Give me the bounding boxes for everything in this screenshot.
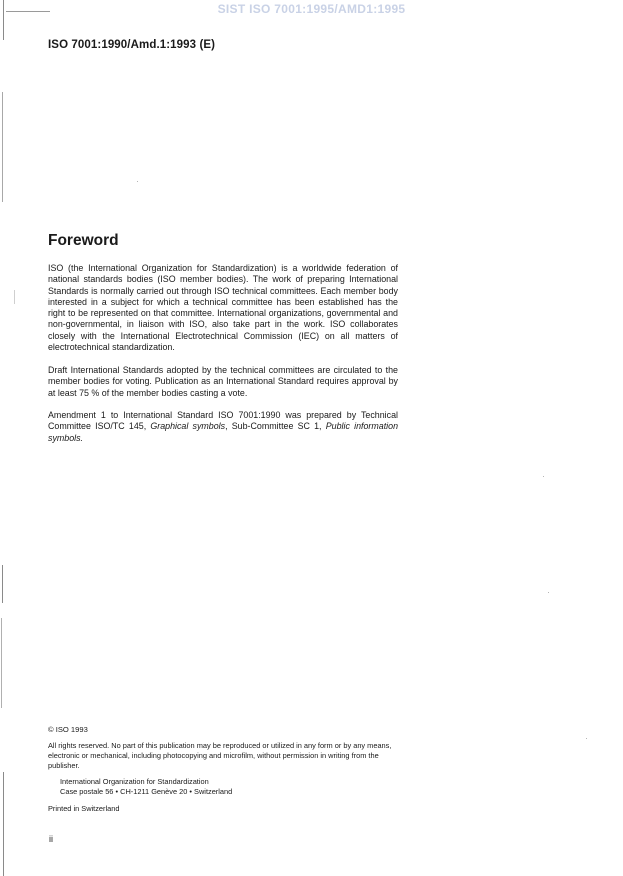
foreword-paragraph: Draft International Standards adopted by the technical committees are circulated to the member bodies for voting. Publication as an International Standard requires approval by at least 75 % of the member bodies casting a vote. — [48, 365, 398, 398]
foreword-paragraph — [48, 410, 398, 444]
foreword-paragraph: ISO (the International Organization for Standardization) is a worldwide federation of national standards bodies (ISO member bodies). The work of preparing International Standards is normally carried out through ISO technical committees. Each member body interested in a subject for which a technical committee has been established has the right to be represented on that committee. International organizations, governmental and non-governmental, in liaison with ISO, also take part in the work. ISO collaborates closely with the International Electrotechnical Commission (IEC) on all matters of electrotechnical standardization. — [48, 263, 398, 353]
paragraph-text: , Sub-Committee SC 1, — [225, 421, 326, 432]
printed-location: Printed in Switzerland — [48, 804, 120, 813]
page-number: ii — [49, 834, 53, 844]
paragraph-text: Amendment 1 to International Standard ISO 7001:1990 was prepared by Technical Committee ISO/TC 145, — [48, 410, 398, 432]
scan-speck — [137, 181, 138, 182]
address-line: Case postale 56 • CH-1211 Genève 20 • Switzerland — [60, 786, 233, 796]
scan-speck — [548, 592, 549, 593]
scan-speck — [543, 476, 544, 477]
scan-edge-line — [3, 772, 4, 876]
rights-statement: All rights reserved. No part of this publication may be reproduced or utilized in any form or by any means, electronic or mechanical, including photocopying and microfilm, without permission in writing from the publisher. — [48, 741, 392, 770]
publisher-address — [60, 777, 232, 797]
scan-edge-line — [2, 92, 3, 202]
subcommittee-title: Public information symbols. — [48, 421, 399, 443]
scan-speck — [14, 290, 15, 304]
address-line: International Organization for Standardization — [60, 777, 209, 786]
page-title: Foreword — [48, 232, 119, 249]
scan-edge-line — [2, 565, 3, 603]
copyright-notice: © ISO 1993 — [48, 725, 88, 734]
scan-speck — [586, 738, 587, 739]
committee-title: Graphical symbols — [150, 421, 226, 432]
document-identifier: ISO 7001:1990/Amd.1:1993 (E) — [48, 39, 216, 51]
watermark: SIST ISO 7001:1995/AMD1:1995 — [217, 2, 406, 16]
scan-edge-line — [1, 618, 2, 708]
